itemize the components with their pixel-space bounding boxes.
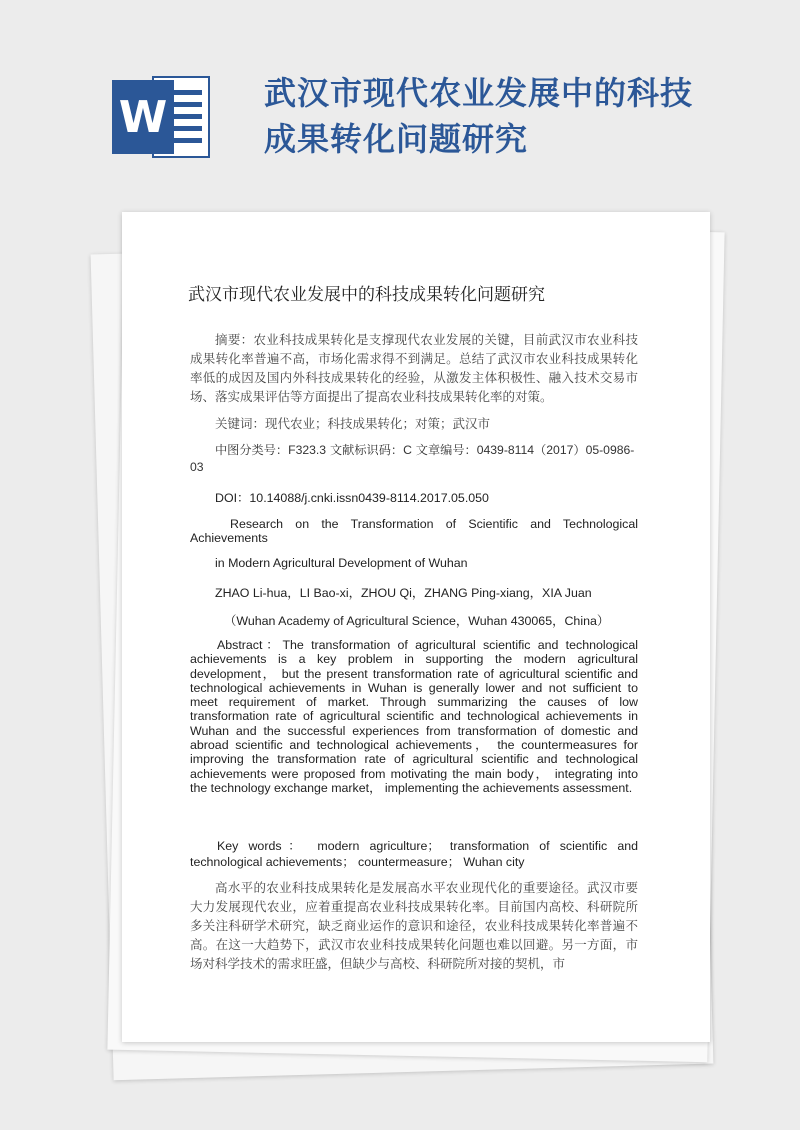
doc-code-label: 文献标识码： [329, 443, 404, 457]
word-letter-badge: W [112, 80, 174, 154]
affiliation: （Wuhan Academy of Agricultural Science，Wuhan 430065，China） [224, 614, 610, 628]
word-document-icon [112, 74, 212, 160]
doc-code-value: C [403, 443, 412, 457]
keywords-cn: 关键词：现代农业；科技成果转化；对策；武汉市 [215, 416, 491, 431]
document-title: 武汉市现代农业发展中的科技成果转化问题研究 [188, 285, 545, 305]
article-no-value: 0439-8114（2017）05-0986-03 [190, 443, 635, 474]
page-title: 武汉市现代农业发展中的科技成果转化问题研究 [264, 74, 694, 158]
abstract-en: Abstract：The transformation of agricultural scientific and technological achievements is a key problem in supporting the modern agricultural development， but the present transformation rate of agricultural scientific and technological achievements in Wuhan is generally lower and not sufficient to meet requirement of market. Through summarizing the causes of low transformation rate of agricultural scientific and technological achievements in Wuhan and the successful experiences from transformation of domestic and abroad scientific and technological achievements， the countermeasures for improving the transformation rate of agricultural scientific and technological achievements were proposed from motivating the main body， integrating into the technology exchange market， implementing the achievements assessment. [190, 638, 638, 795]
classification-value: F323.3 [288, 443, 327, 457]
article-no-label: 文章编号： [415, 443, 477, 457]
classification-info [190, 442, 638, 476]
abstract-cn: 摘要：农业科技成果转化是支撑现代农业发展的关键，目前武汉市农业科技成果转化率普遍不高，市场化需求得不到满足。总结了武汉市农业科技成果转化率低的成因及国内外科技成果转化的经验，从激发主体积极性、融入技术交易市场、落实成果评估等方面提出了提高农业科技成果转化率的对策。 [190, 332, 638, 404]
english-title-line1: Research on the Transformation of Scientific and Technological Achievements [190, 517, 638, 546]
english-title-line2: in Modern Agricultural Development of Wuhan [215, 556, 468, 570]
body-paragraph-1: 高水平的农业科技成果转化是发展高水平农业现代化的重要途径。武汉市要大力发展现代农业，应着重提高农业科技成果转化率。目前国内高校、科研院所多关注科研学术研究，缺乏商业运作的意识和途径，农业科技成果转化率普遍不高。在这一大趋势下，武汉市农业科技成果转化问题也难以回避。另一方面，市场对科学技术的需求旺盛，但缺少与高校、科研院所对接的契机，市 [190, 880, 638, 971]
document-page [122, 212, 710, 1042]
doi: DOI：10.14088/j.cnki.issn0439-8114.2017.05.050 [215, 491, 489, 505]
classification-label: 中图分类号： [215, 443, 289, 457]
keywords-en: Key words： modern agriculture； transformation of scientific and technological achievements； countermeasure； Wuhan city [190, 839, 638, 869]
authors: ZHAO Li-hua，LI Bao-xi，ZHOU Qi，ZHANG Ping-xiang，XIA Juan [215, 586, 592, 600]
